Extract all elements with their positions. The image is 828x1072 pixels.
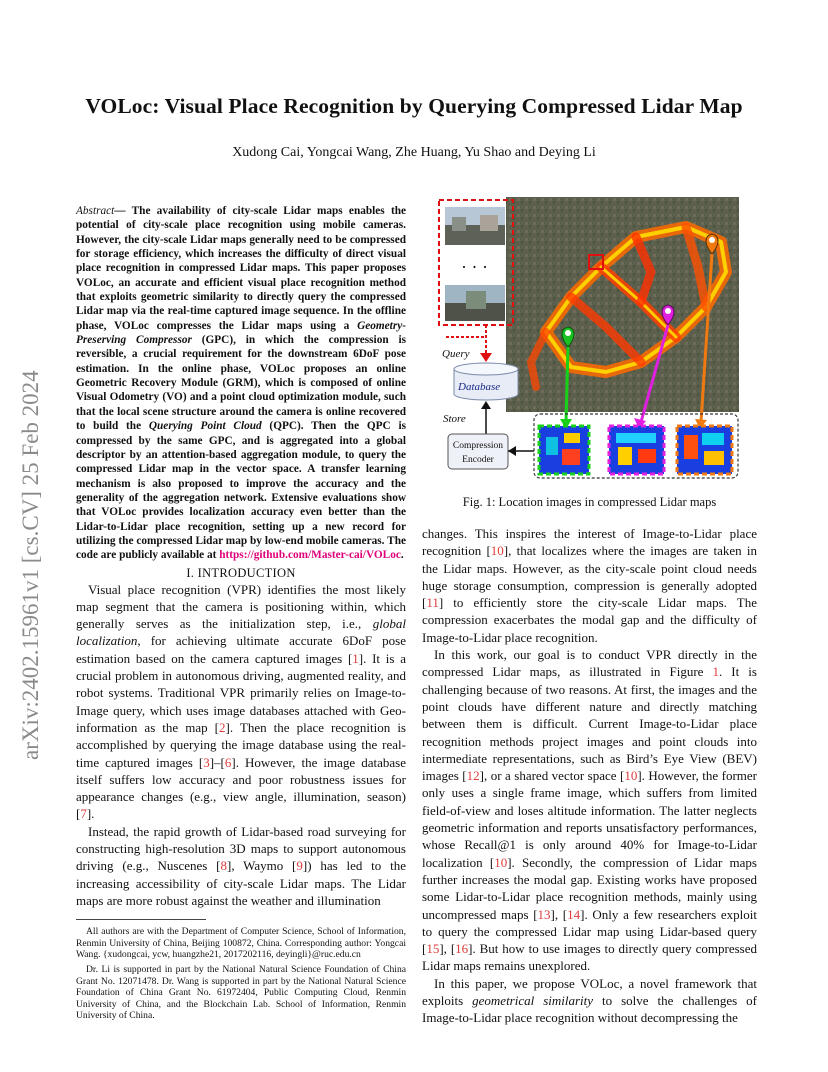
intro-right-paragraph bbox=[422, 646, 757, 975]
introduction-left-text bbox=[76, 581, 406, 910]
paragraph-text: ], [ bbox=[439, 941, 456, 957]
right-column bbox=[422, 525, 757, 1027]
paragraph-text: ] to efficiently store the city-scale Lidar maps. The compression exacerbates the modal gap and the difficulty of Image-to-Lidar place recognition. bbox=[422, 595, 757, 645]
abstract-text: (GPC), in which the compression is reversible, a crucial requirement for the downstream 6DoF pose estimation. In the online phase, VOLoc proposes an online Geometric Recovery Module (GRM), which is composed of online Visual Odometry (VO) and a point cloud optimization module, such that the local scene structure around the camera is online recovered to build the bbox=[76, 334, 406, 433]
figure-illustration bbox=[436, 197, 739, 480]
intro-right-paragraph bbox=[422, 975, 757, 1027]
arxiv-identifier: arXiv:2402.15961v1 [cs.CV] 25 Feb 2024 bbox=[18, 370, 43, 760]
citation-link[interactable]: 11 bbox=[426, 595, 439, 611]
abstract-lead: Abstract bbox=[76, 205, 115, 217]
paragraph-text: ], that localizes where the images are taken in the Lidar maps. However, as the city-scale point cloud needs huge storage consumption, compression is generally adopted [ bbox=[422, 543, 757, 611]
citation-link[interactable]: 16 bbox=[455, 941, 469, 957]
introduction-right-text bbox=[422, 525, 757, 1027]
paragraph-text: ]. Only a few researchers exploit to query the compressed Lidar map using Lidar-based query [ bbox=[422, 906, 757, 957]
code-link[interactable]: https://github.com/Master-cai/VOLoc bbox=[219, 549, 401, 562]
paragraph-text: In this work, our goal is to conduct VPR directly in the compressed Lidar maps, as illustrated in Figure bbox=[422, 647, 757, 680]
encoder-label-line2: Encoder bbox=[462, 455, 494, 465]
abstract-text: — The availability of city-scale Lidar maps enables the potential of city-scale place recognition using mobile cameras. However, the city-scale Lidar maps generally need to be compressed for storage efficiency, which increases the difficulty of direct visual place recognition in compressed Lidar maps. This paper proposes VOLoc, an accurate and efficient visual place recognition method that exploits geometric similarity to directly query the compressed Lidar map via the real-time captured image sequence. In the offline phase, VOLoc compresses the Lidar maps using a bbox=[76, 205, 406, 332]
paragraph-text: geometrical similarity bbox=[472, 993, 594, 1009]
citation-link[interactable]: 10 bbox=[490, 543, 504, 559]
citation-link[interactable]: 8 bbox=[220, 858, 227, 874]
paragraph-text: ], Waymo [ bbox=[226, 858, 297, 874]
paragraph-text: ]. Secondly, the compression of Lidar maps further increases the modal gap. Existing works have proposed some Lidar-to-Lidar place recognition methods, mainly using uncompressed maps [ bbox=[422, 854, 757, 922]
paragraph-text: . It is challenging because of two reasons. At first, the images and the point clouds have different nature and directly matching between them is difficult. Current Image-to-Lidar place recognition methods project images and point clouds into intermediate representations, such as Bird’s Eye View (BEV) images [ bbox=[422, 664, 757, 784]
image-sequence-ellipsis: · · · bbox=[461, 257, 488, 277]
paragraph-text: ]. bbox=[86, 806, 95, 822]
paragraph-text: ]. However, the image database itself suffers low accuracy and poor robustness issues for appearance changes (e.g., view angle, illumination, season) [ bbox=[76, 754, 406, 822]
paragraph-text: ]. But how to use images to directly query compressed Lidar maps remains unexplored. bbox=[422, 941, 757, 974]
citation-link[interactable]: 12 bbox=[466, 768, 480, 784]
figure-caption: Fig. 1: Location images in compressed Lidar maps bbox=[462, 495, 717, 509]
compressed-patch-magenta bbox=[609, 426, 664, 474]
citation-link[interactable]: 7 bbox=[80, 806, 87, 822]
abstract bbox=[76, 204, 406, 563]
citation-link[interactable]: 1 bbox=[352, 650, 359, 666]
citation-link[interactable]: 3 bbox=[203, 754, 210, 770]
paragraph-text: ], or a shared vector space [ bbox=[479, 768, 625, 784]
paper-title: VOLoc: Visual Place Recognition by Querying Compressed Lidar Map bbox=[85, 94, 743, 118]
footnote-funding: Dr. Li is supported in part by the National Natural Science Foundation of China Grant No. 12071478. Dr. Wang is supported in part by the National Natural Science Foundation of China Grant No. 61972404, Public Computing Cloud, Renmin University of China, and the Blockchain Lab. School of Information, Renmin University of China. bbox=[76, 964, 406, 1022]
citation-link[interactable]: 14 bbox=[567, 906, 581, 922]
footnote-affiliation: All authors are with the Department of Computer Science, School of Information, Renmin University of China, Beijing 100872, China. Corresponding author: Yongcai Wang. {xudongcai, ycw, huangzhe21, 2017202116, deyingli}@ruc.edu.cn bbox=[76, 926, 406, 961]
camera-image-bottom bbox=[445, 285, 505, 321]
compressed-patch-orange bbox=[677, 426, 732, 474]
left-column bbox=[76, 204, 406, 1025]
paragraph-text: ], [ bbox=[550, 906, 568, 922]
citation-link[interactable]: 15 bbox=[426, 941, 440, 957]
paragraph-text: changes. This inspires the interest of Image-to-Lidar place recognition [ bbox=[422, 526, 757, 559]
abstract-gpc-term: Geometry-Preserving Compressor bbox=[76, 319, 406, 347]
footnote-divider bbox=[76, 919, 206, 920]
citation-link[interactable]: 13 bbox=[537, 906, 551, 922]
intro-left-paragraph bbox=[76, 581, 406, 823]
abstract-text: . bbox=[400, 549, 404, 562]
section-heading-introduction: I. INTRODUCTION bbox=[186, 565, 296, 580]
figure-1 bbox=[436, 197, 739, 480]
paragraph-text: ]) has led to the increasing accessibility of city-scale Lidar maps. The Lidar maps are more robust against the weather and illumination bbox=[76, 858, 406, 908]
author-list: Xudong Cai, Yongcai Wang, Zhe Huang, Yu Shao and Deying Li bbox=[232, 145, 596, 160]
intro-right-paragraph bbox=[422, 525, 757, 646]
paragraph-text: ]. It is a crucial problem in autonomous driving, augmented reality, and robot systems. Traditional VPR primarily relies on Image-to-Image query, which uses image databases attached with Geo-information as the map [ bbox=[76, 650, 406, 735]
paragraph-text: to solve the challenges of Image-to-Lidar place recognition without decompressing the bbox=[422, 993, 757, 1026]
paragraph-text: global localization bbox=[76, 616, 406, 649]
paragraph-text: Instead, the rapid growth of Lidar-based road surveying for constructing high-resolution 3D maps to support autonomous driving (e.g., Nuscenes [ bbox=[76, 823, 406, 874]
store-label: Store bbox=[443, 413, 466, 425]
paragraph-text: ]. However, the former only uses a single frame image, which suffers from limited field-of-view and loses altitude information. The latter neglects geometric information and reports unsatisfactory performances, whose Recall@1 is only around 40% for Image-to-Lidar localization [ bbox=[422, 768, 757, 870]
paragraph-text: , for achieving ultimate accurate 6DoF pose estimation based on the camera captured images [ bbox=[76, 633, 406, 666]
query-label: Query bbox=[442, 348, 470, 360]
paragraph-text: In this paper, we propose VOLoc, a novel framework that exploits bbox=[422, 975, 757, 1009]
camera-image-top bbox=[445, 207, 505, 245]
paragraph-text: ]–[ bbox=[209, 754, 225, 770]
citation-link[interactable]: 1 bbox=[712, 664, 719, 680]
paragraph-text: ]. Then the place recognition is accomplished by querying the image database using the real-time captured images [ bbox=[76, 719, 406, 770]
database-label: Database bbox=[458, 381, 501, 393]
citation-link[interactable]: 10 bbox=[494, 854, 508, 870]
citation-link[interactable]: 6 bbox=[224, 754, 232, 770]
paragraph-text: Visual place recognition (VPR) identifies the most likely map segment that the camera is positioning within, which generally serves as the initialization step, i.e., bbox=[76, 581, 406, 632]
abstract-text: (QPC). Then the QPC is compressed by the same GPC, and is aggregated into a global descriptor by an attention-based aggregation module, to query the compressed Lidar map in the vector space. A transfer learning mechanism is also proposed to improve the accuracy and the generality of the aggregation network. Extensive evaluations show that VOLoc provides localization accuracy even better than the Lidar-to-Lidar place recognition, setting up a new record for utilizing the compressed Lidar map by low-end mobile cameras. The code are publicly available at bbox=[76, 420, 406, 562]
citation-link[interactable]: 9 bbox=[296, 858, 303, 874]
encoder-label-line1: Compression bbox=[452, 441, 504, 451]
citation-link[interactable]: 2 bbox=[219, 719, 226, 735]
compressed-patch-green bbox=[539, 426, 589, 474]
intro-left-paragraph bbox=[76, 823, 406, 909]
abstract-qpc-term: Querying Point Cloud bbox=[148, 420, 262, 433]
citation-link[interactable]: 10 bbox=[624, 768, 638, 784]
